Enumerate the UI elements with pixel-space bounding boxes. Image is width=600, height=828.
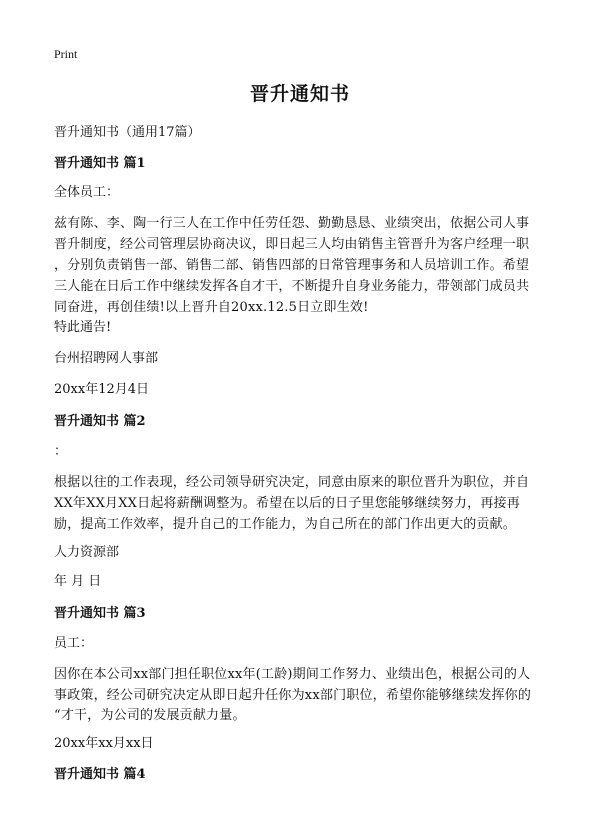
document-title: 晋升通知书: [249, 83, 350, 105]
section-1-issuer: 台州招聘网人事部: [54, 351, 159, 366]
print-label[interactable]: Print: [54, 47, 78, 61]
section-2-salutation: ：: [54, 444, 68, 459]
section-2-body-line: 励，提高工作效率，提升自己的工作能力，为自己所在的部门作出更大的贡献。: [54, 517, 517, 532]
section-heading-2: 晋升通知书 篇2: [54, 414, 146, 429]
section-3-body-line: 因你在本公司xx部门担任职位xx年(工龄)期间工作努力、业绩出色，根据公司的人: [54, 667, 531, 682]
section-1-body-line: 兹有陈、李、陶一行三人在工作中任劳任怨、勤勤恳恳、业绩突出，依据公司人事: [54, 216, 530, 231]
section-1-notice: 特此通告!: [54, 320, 112, 335]
section-1-date: 20xx年12月4日: [54, 382, 150, 397]
section-3-body-line: “才干，为公司的发展贡献力量。: [54, 708, 246, 723]
section-2-body-line: 根据以往的工作表现，经公司领导研究决定，同意由原来的职位晋升为职位，并自: [54, 475, 530, 490]
section-2-issuer: 人力资源部: [54, 545, 120, 560]
section-3-date: 20xx年xx月xx日: [54, 736, 154, 751]
section-heading-1: 晋升通知书 篇1: [54, 156, 146, 171]
section-heading-4: 晋升通知书 篇4: [54, 767, 146, 782]
section-2-date: 年 月 日: [54, 574, 102, 589]
section-3-body-line: 事政策，经公司研究决定从即日起升任你为xx部门职位，希望你能够继续发挥你的: [54, 688, 532, 703]
section-1-body-line: ，分别负责销售一部、销售二部、销售四部的日常管理事务和人员培训工作。希望: [54, 258, 530, 273]
section-1-salutation: 全体员工：: [54, 185, 120, 200]
document-subtitle: 晋升通知书（通用17篇）: [54, 125, 201, 140]
section-2-body-line: XX年XX月XX日起将薪酬调整为。希望在以后的日子里您能够继续努力，再接再: [54, 496, 520, 511]
section-3-salutation: 员工：: [54, 636, 94, 651]
section-1-body-line: 三人能在日后工作中继续发挥各自才干，不断提升自身业务能力，带领部门成员共: [54, 279, 530, 294]
section-heading-3: 晋升通知书 篇3: [54, 606, 146, 621]
section-1-body-line: 晋升制度，经公司管理层协商决议，即日起三人均由销售主管晋升为客户经理一职: [54, 237, 530, 252]
section-1-body-line: 同奋进，再创佳绩!以上晋升自20xx.12.5日立即生效!: [54, 300, 369, 315]
